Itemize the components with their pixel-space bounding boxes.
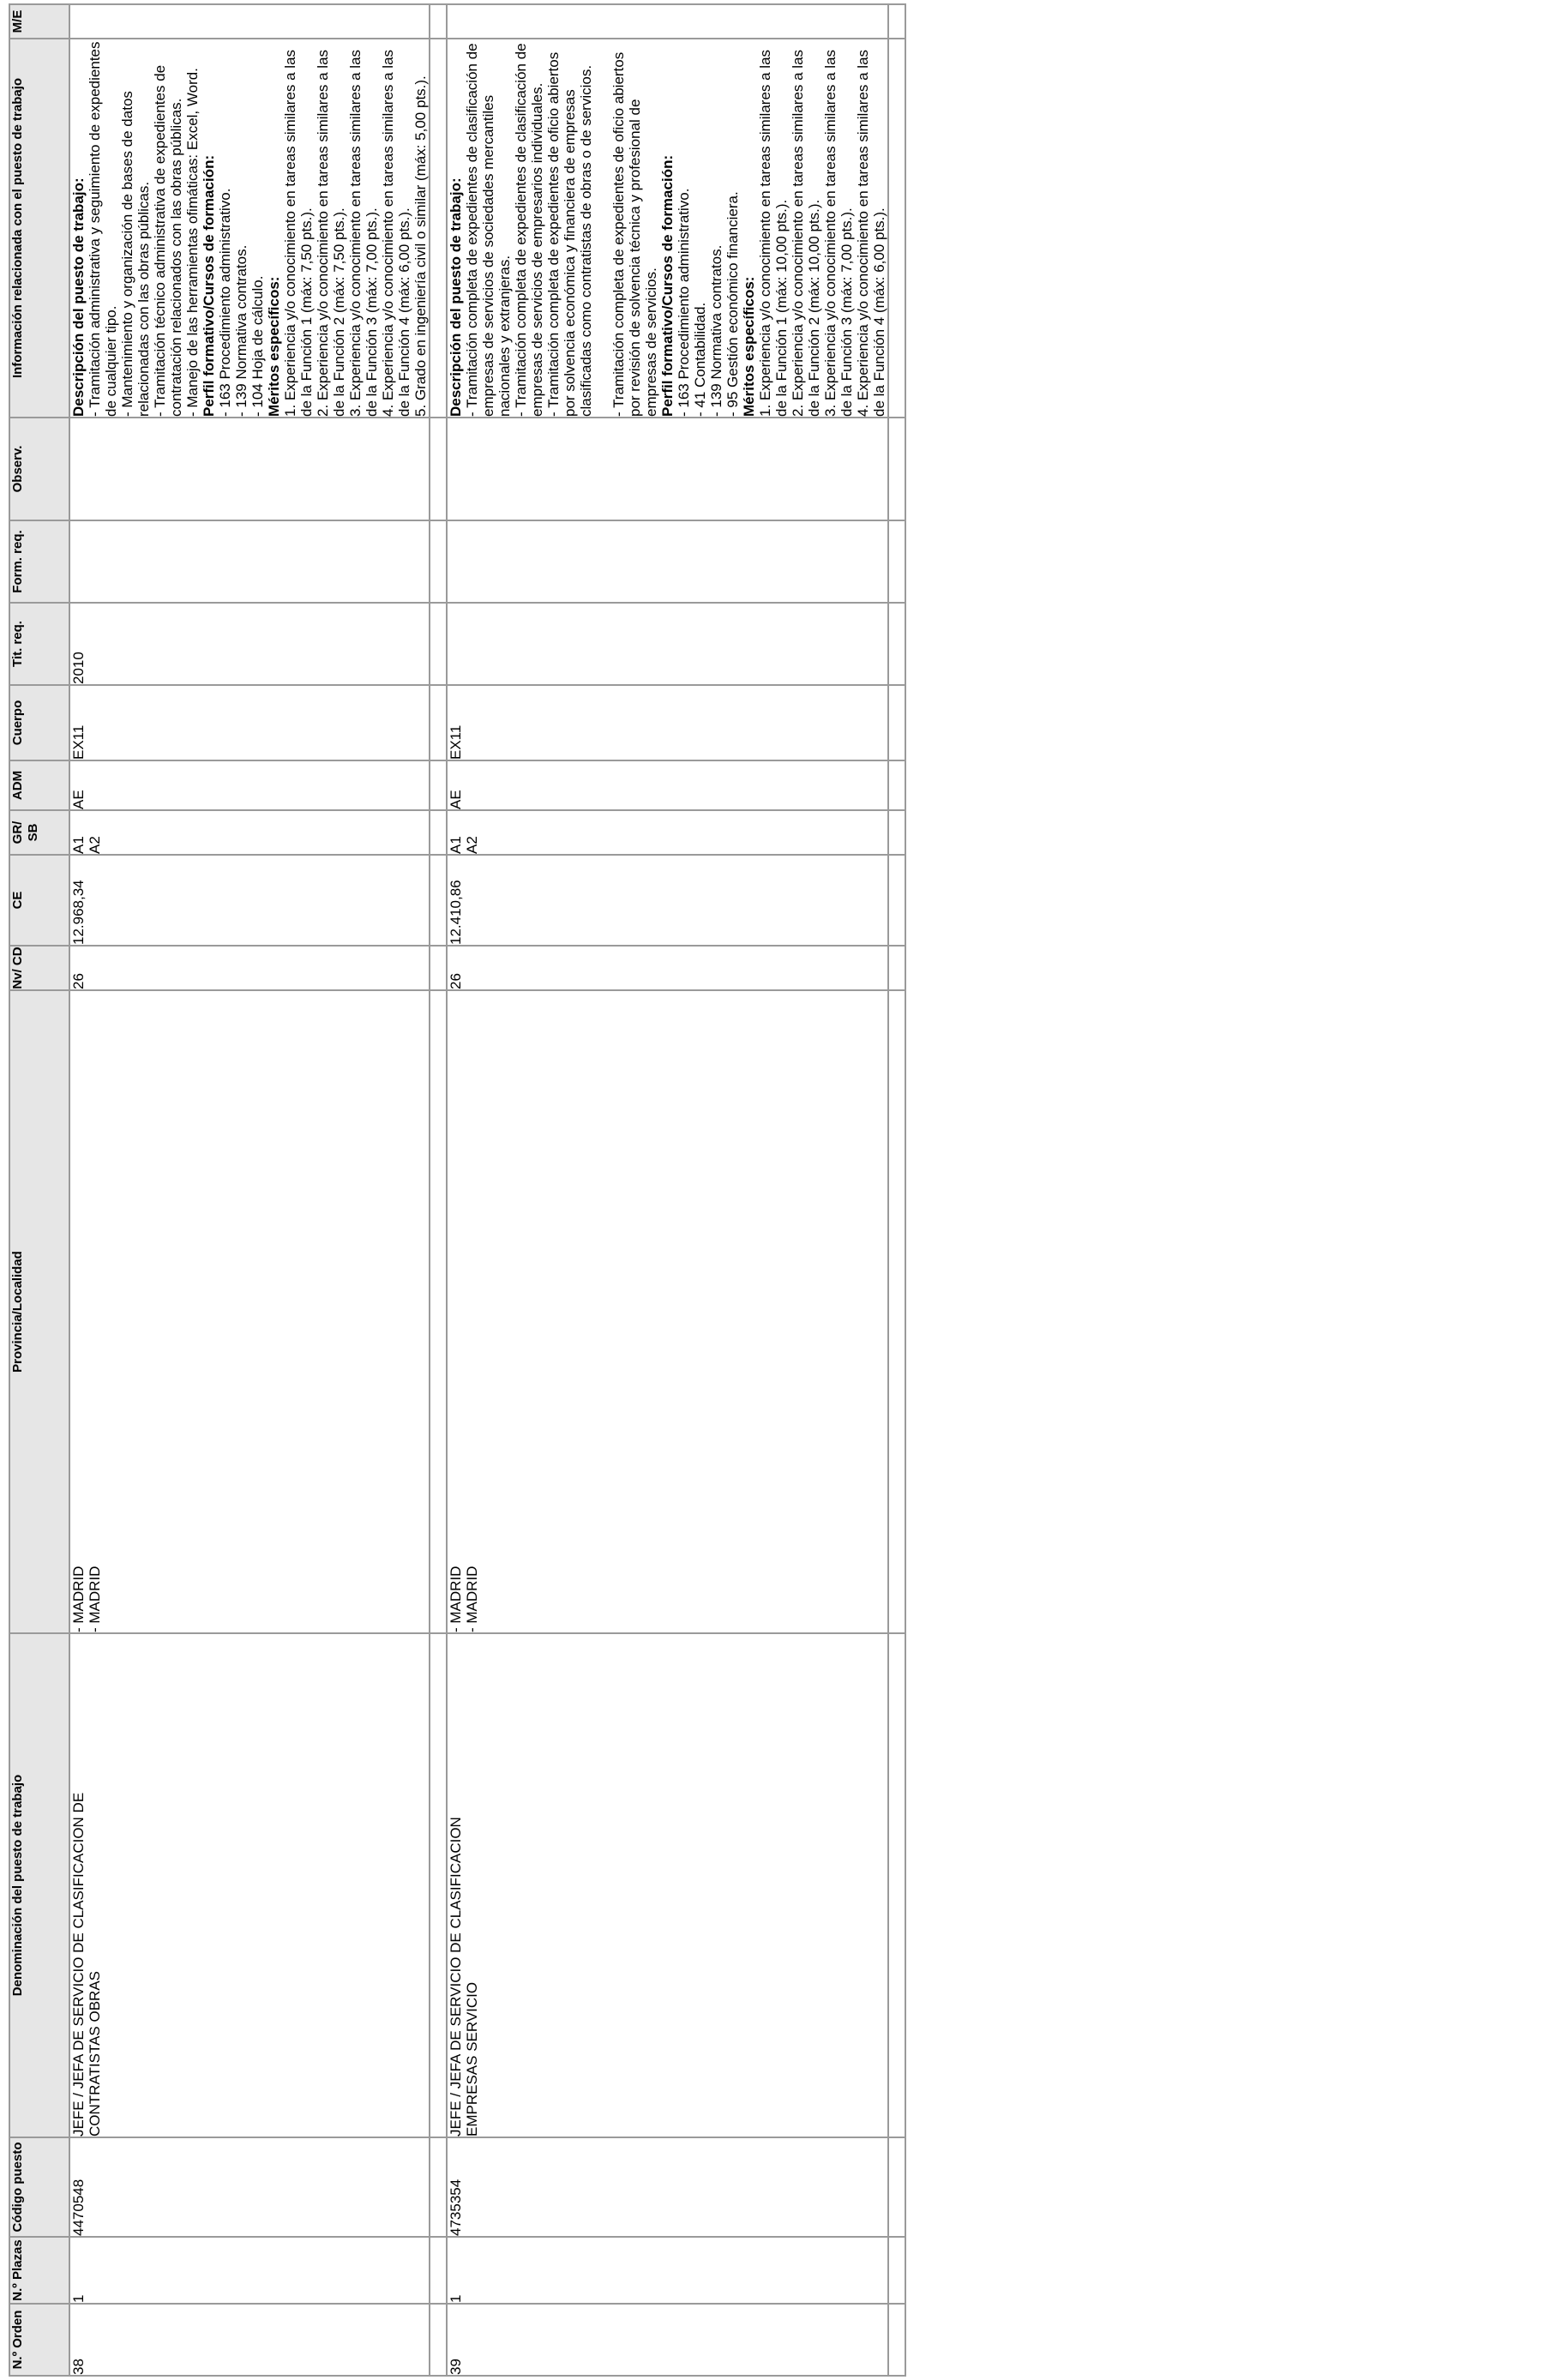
cell-info — [69, 39, 430, 418]
cell-adm — [447, 760, 888, 810]
info-heading: Descripción del puesto de trabajo: — [448, 177, 464, 417]
spacer-cell — [888, 2137, 905, 2237]
info-line: - 104 Hoja de cálculo. — [249, 275, 266, 417]
cell-adm — [69, 760, 430, 810]
cell-titulacion — [447, 603, 888, 685]
info-line: - 139 Normativa contratos. — [708, 244, 724, 417]
cell-codigo — [69, 2137, 430, 2237]
orden-value: 39 — [448, 2359, 464, 2375]
header-provincia: Provincia/Localidad — [9, 990, 69, 1633]
adm-value: AE — [448, 790, 464, 809]
denominacion-line: CONTRATISTAS OBRAS — [87, 1970, 103, 2137]
denominacion-line: EMPRESAS SERVICIO — [464, 1981, 480, 2137]
cell-me — [69, 4, 430, 39]
table-row — [69, 4, 430, 2376]
spacer-cell — [430, 1633, 447, 2137]
info-line: - 163 Procedimiento administrativo. — [676, 188, 692, 417]
info-line: - Tramitación completa de expedientes de clasificación de empresas de servicios de empresarios individuales. — [513, 39, 545, 417]
cuerpo-value: EX11 — [448, 724, 464, 760]
cell-denominacion — [69, 1633, 430, 2137]
header-nivel: Nv/ CD — [9, 946, 69, 990]
spacer-cell — [430, 855, 447, 946]
info-line: - Tramitación completa de expedientes de oficio abiertos por revisión de solvencia técnica y profesional de empresas de servicios. — [610, 48, 659, 417]
info-line: 1. Experiencia y/o conocimiento en tareas similares a las de la Función 1 (máx: 10,00 pts.). — [757, 45, 790, 417]
header-me: M/E — [9, 4, 69, 39]
cell-cuerpo — [447, 685, 888, 760]
header-row — [9, 4, 69, 2376]
cell-grupo — [69, 810, 430, 855]
ce-value: 12.968,34 — [70, 880, 87, 945]
spacer-cell — [888, 39, 905, 418]
ce-value: 12.410,86 — [448, 880, 464, 945]
spacer-cell — [888, 855, 905, 946]
info-line: - 139 Normativa contratos. — [233, 244, 249, 417]
spacer-cell — [430, 603, 447, 685]
provincia-line: - MADRID — [448, 1566, 464, 1632]
adm-value: AE — [70, 790, 87, 809]
spacer-cell — [888, 946, 905, 990]
cell-nivel — [69, 946, 430, 990]
info-line: - 95 Gestión económico financiera. — [724, 191, 741, 417]
denominacion-line: JEFE / JEFA DE SERVICIO DE CLASIFICACION DE — [70, 1792, 87, 2137]
spacer-cell — [888, 418, 905, 520]
cell-cuerpo — [69, 685, 430, 760]
info-line: - Tramitación completa de expedientes de clasificación de empresas de servicios de sociedades mercantiles nacionales y extranjeras. — [464, 39, 513, 417]
puestos-table — [9, 3, 906, 2377]
spacer-cell — [888, 4, 905, 39]
cell-orden — [69, 2304, 430, 2376]
spacer-cell — [888, 520, 905, 603]
cell-observ — [447, 418, 888, 520]
nivel-value: 26 — [70, 973, 87, 989]
plazas-value: 1 — [70, 2294, 87, 2303]
cell-observ — [69, 418, 430, 520]
info-line: 5. Grado en ingeniería civil o similar (máx: 5,00 pts.). — [412, 75, 429, 417]
spacer — [594, 39, 610, 417]
cell-titulacion — [69, 603, 430, 685]
cell-formacion — [447, 520, 888, 603]
header-titulacion: Tit. req. — [9, 603, 69, 685]
cell-me — [447, 4, 888, 39]
spacer-cell — [430, 2304, 447, 2376]
spacer-cell — [430, 685, 447, 760]
header-codigo: Código puesto — [9, 2137, 69, 2237]
table-row — [447, 4, 888, 2376]
spacer-cell — [430, 2237, 447, 2304]
spacer-cell — [430, 990, 447, 1633]
spacer-row — [430, 4, 447, 2376]
header-info: Información relacionada con el puesto de trabajo — [9, 39, 69, 418]
grupo-line: A2 — [87, 836, 103, 854]
info-line: 3. Experiencia y/o conocimiento en tareas similares a las de la Función 3 (máx: 7,00 pts.). — [347, 45, 380, 417]
provincia-line: - MADRID — [464, 1566, 480, 1632]
header-formacion: Form. req. — [9, 520, 69, 603]
info-line: 4. Experiencia y/o conocimiento en tareas similares a las de la Función 4 (máx: 6,00 pts.). — [380, 45, 412, 417]
header-ce: CE — [9, 855, 69, 946]
spacer-cell — [430, 760, 447, 810]
spacer-cell — [430, 946, 447, 990]
info-line: - Tramitación administrativa y seguimiento de expedientes de cualquier tipo. — [87, 37, 119, 417]
info-heading: Perfil formativo/Cursos de formación: — [201, 154, 217, 417]
cell-denominacion — [447, 1633, 888, 2137]
info-line: 1. Experiencia y/o conocimiento en tareas similares a las de la Función 1 (máx: 7,50 pts.). — [282, 45, 315, 417]
info-line: - Tramitación técnico administrativa de expedientes de contratación relacionados con las obras públicas. — [152, 61, 184, 417]
spacer-row — [888, 4, 905, 2376]
header-grupo: GR/ SB — [9, 810, 69, 855]
spacer-cell — [888, 2304, 905, 2376]
info-line: - Tramitación completa de expedientes de oficio abiertos por solvencia económica y financiera de empresas clasificadas como contratistas de obras o de servicios. — [545, 48, 594, 417]
codigo-value: 4470548 — [70, 2179, 87, 2236]
info-line: - Mantenimiento y organización de bases de datos relacionadas con las obras públicas. — [119, 87, 152, 417]
info-heading: Méritos específicos: — [266, 276, 282, 417]
spacer-cell — [888, 1633, 905, 2137]
denominacion-line: JEFE / JEFA DE SERVICIO DE CLASIFICACION — [448, 1817, 464, 2137]
cell-provincia — [69, 990, 430, 1633]
cell-grupo — [447, 810, 888, 855]
info-line: - 41 Contabilidad. — [692, 302, 708, 417]
plazas-value: 1 — [448, 2294, 464, 2303]
grupo-line: A2 — [464, 836, 480, 854]
cell-codigo — [447, 2137, 888, 2237]
info-line: - Manejo de las herramientas ofimáticas: Excel, Word. — [184, 68, 201, 417]
orden-value: 38 — [70, 2359, 87, 2375]
provincia-line: - MADRID — [87, 1566, 103, 1632]
nivel-value: 26 — [448, 973, 464, 989]
info-line: 2. Experiencia y/o conocimiento en tareas similares a las de la Función 2 (máx: 7,50 pts.). — [315, 45, 347, 417]
header-denominacion: Denominación del puesto de trabajo — [9, 1633, 69, 2137]
cell-info — [447, 39, 888, 418]
spacer-cell — [888, 810, 905, 855]
cell-ce — [69, 855, 430, 946]
grupo-line: A1 — [448, 836, 464, 854]
header-cuerpo: Cuerpo — [9, 685, 69, 760]
cell-formacion — [69, 520, 430, 603]
spacer-cell — [430, 418, 447, 520]
spacer-cell — [888, 685, 905, 760]
info-heading: Perfil formativo/Cursos de formación: — [659, 154, 676, 417]
spacer-cell — [430, 810, 447, 855]
grupo-line: A1 — [70, 836, 87, 854]
spacer-cell — [430, 39, 447, 418]
cell-plazas — [69, 2237, 430, 2304]
info-line: 3. Experiencia y/o conocimiento en tareas similares a las de la Función 3 (máx: 7,00 pts.). — [822, 45, 855, 417]
info-line: - 163 Procedimiento administrativo. — [217, 188, 233, 417]
cuerpo-value: EX11 — [70, 724, 87, 760]
header-observ: Observ. — [9, 418, 69, 520]
info-line: 4. Experiencia y/o conocimiento en tareas similares a las de la Función 4 (máx: 6,00 pts.). — [855, 45, 887, 417]
spacer-cell — [430, 2137, 447, 2237]
spacer-cell — [888, 603, 905, 685]
spacer-cell — [888, 2237, 905, 2304]
cell-orden — [447, 2304, 888, 2376]
cell-nivel — [447, 946, 888, 990]
spacer-cell — [430, 4, 447, 39]
info-line: 2. Experiencia y/o conocimiento en tareas similares a las de la Función 2 (máx: 10,00 pts.). — [790, 45, 822, 417]
info-heading: Méritos específicos: — [741, 276, 757, 417]
cell-ce — [447, 855, 888, 946]
codigo-value: 4735354 — [448, 2179, 464, 2236]
spacer-cell — [430, 520, 447, 603]
header-plazas: N.º Plazas — [9, 2237, 69, 2304]
spacer-cell — [888, 760, 905, 810]
titulacion-value: 2010 — [70, 652, 87, 684]
cell-plazas — [447, 2237, 888, 2304]
spacer-cell — [888, 990, 905, 1633]
header-orden: N.º Orden — [9, 2304, 69, 2376]
cell-provincia — [447, 990, 888, 1633]
provincia-line: - MADRID — [70, 1566, 87, 1632]
info-heading: Descripción del puesto de trabajo: — [70, 177, 87, 417]
header-adm: ADM — [9, 760, 69, 810]
